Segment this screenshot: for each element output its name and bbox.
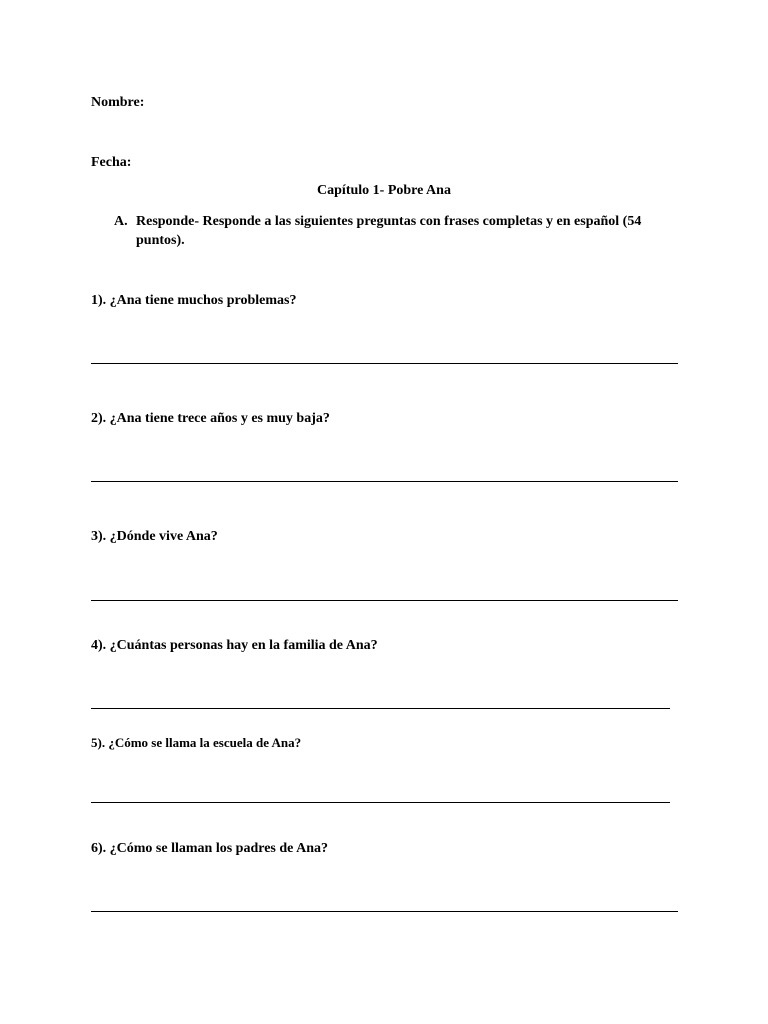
question-4: 4). ¿Cuántas personas hay en la familia de Ana? [91, 638, 378, 653]
question-2: 2). ¿Ana tiene trece años y es muy baja? [91, 411, 330, 426]
question-1: 1). ¿Ana tiene muchos problemas? [91, 293, 297, 308]
answer-line-3[interactable] [91, 600, 678, 601]
date-label: Fecha: [91, 155, 132, 170]
question-3: 3). ¿Dónde vive Ana? [91, 529, 218, 544]
name-label: Nombre: [91, 95, 145, 110]
answer-line-2[interactable] [91, 481, 678, 482]
section-instructions-text: Responde- Responde a las siguientes preguntas con frases completas y en español (54 puntos). [136, 214, 642, 248]
answer-line-4[interactable] [91, 708, 670, 709]
question-5: 5). ¿Cómo se llama la escuela de Ana? [91, 735, 302, 750]
answer-line-6[interactable] [91, 911, 678, 912]
section-marker: A. [114, 214, 128, 229]
question-6: 6). ¿Cómo se llaman los padres de Ana? [91, 841, 328, 856]
page-title: Capítulo 1- Pobre Ana [317, 183, 451, 198]
answer-line-1[interactable] [91, 363, 678, 364]
answer-line-5[interactable] [91, 802, 670, 803]
section-a-instructions [114, 212, 674, 250]
